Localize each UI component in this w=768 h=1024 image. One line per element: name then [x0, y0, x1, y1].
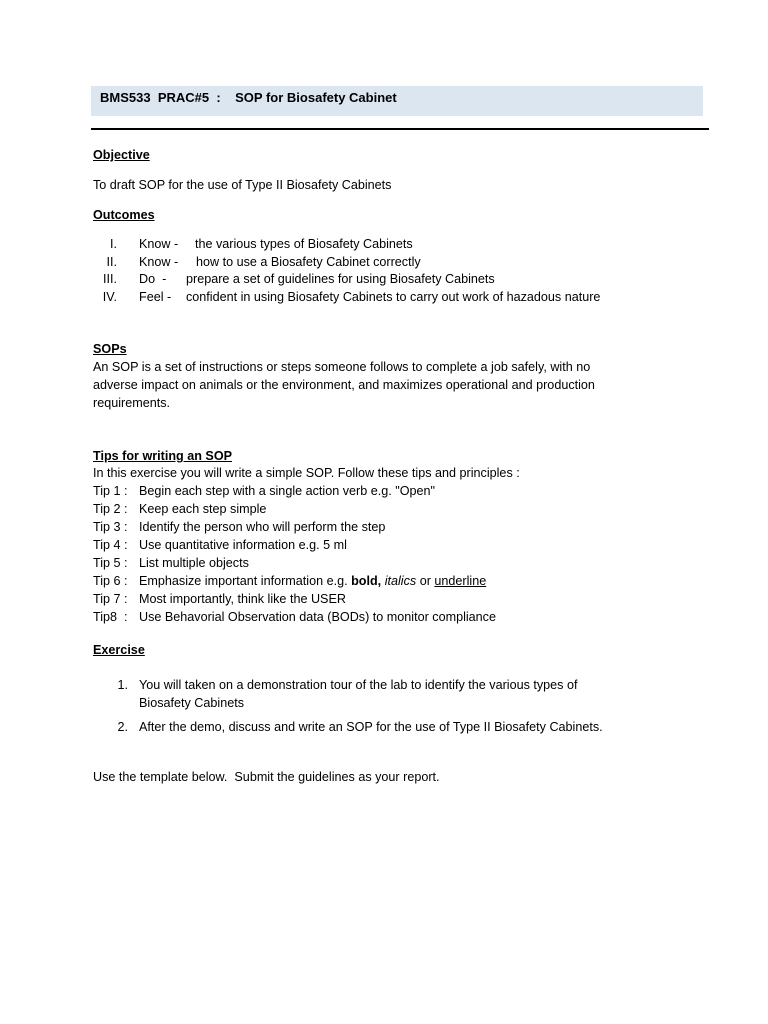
tip-item: [93, 590, 673, 608]
title-separator: :: [216, 90, 221, 105]
tip-text: List multiple objects: [139, 556, 249, 570]
outcome-number: IV.: [102, 290, 117, 304]
tip-text: Begin each step with a single action verb e.g. "Open": [139, 484, 435, 498]
tip-item: [93, 554, 673, 572]
tip-item: [93, 608, 673, 626]
outcome-verb: Do -: [139, 272, 167, 286]
outcome-text: prepare a set of guidelines for using Biosafety Cabinets: [186, 272, 495, 286]
tip-item: [93, 500, 673, 518]
sops-line: An SOP is a set of instructions or steps someone follows to complete a job safely, with no: [93, 360, 591, 374]
exercise-text-line: After the demo, discuss and write an SOP for the use of Type II Biosafety Cabinets.: [139, 720, 603, 734]
outcome-verb: Feel -: [139, 290, 172, 304]
italic-example: italics: [384, 574, 417, 588]
tips-heading: Tips for writing an SOP: [93, 449, 233, 463]
tip-text: Use quantitative information e.g. 5 ml: [139, 538, 347, 552]
or-word: or: [419, 574, 431, 588]
title-divider: [91, 128, 709, 130]
tip-label: Tip 3 :: [93, 520, 128, 534]
outcomes-heading: Outcomes: [93, 208, 155, 222]
prac-number: PRAC#5: [157, 90, 210, 105]
objective-text: To draft SOP for the use of Type II Biosafety Cabinets: [93, 178, 392, 192]
tip-item: [93, 482, 673, 500]
prac-name: SOP for Biosafety Cabinet: [235, 90, 397, 105]
tip-text: Keep each step simple: [139, 502, 267, 516]
tip-item: [93, 518, 673, 536]
tip-label: Tip 6 :: [93, 574, 128, 588]
title-bar: [91, 86, 703, 116]
tip-text: Use Behavorial Observation data (BODs) to monitor compliance: [139, 610, 496, 624]
footer-instruction: Use the template below. Submit the guidelines as your report.: [93, 770, 440, 784]
tip-text: Identify the person who will perform the step: [139, 520, 386, 534]
course-code: BMS533: [100, 90, 151, 105]
outcome-number: I.: [110, 237, 117, 251]
outcome-verb: Know -: [139, 237, 179, 251]
tip-item: [93, 536, 673, 554]
document-title: [100, 89, 397, 107]
objective-heading: Objective: [93, 148, 150, 162]
sops-heading: SOPs: [93, 342, 127, 356]
exercise-text-line: You will taken on a demonstration tour of the lab to identify the various types of: [139, 678, 578, 692]
underline-example: underline: [434, 574, 487, 588]
sops-line: requirements.: [93, 396, 170, 410]
exercise-text-line: Biosafety Cabinets: [139, 696, 245, 710]
sops-paragraph: [93, 358, 673, 412]
outcome-number: III.: [103, 272, 117, 286]
outcome-text: confident in using Biosafety Cabinets to carry out work of hazadous nature: [186, 290, 601, 304]
tips-list: [93, 464, 673, 626]
exercise-heading: Exercise: [93, 643, 145, 657]
tip-label: Tip 7 :: [93, 592, 128, 606]
tip-label: Tip 1 :: [93, 484, 128, 498]
tip-label: Tip 4 :: [93, 538, 128, 552]
outcome-number: II.: [106, 255, 117, 269]
outcome-text: how to use a Biosafety Cabinet correctly: [196, 255, 421, 269]
tip-item-emphasis: [93, 572, 673, 590]
tip-label: Tip8 :: [93, 610, 128, 624]
tip-text: Emphasize important information e.g.: [139, 574, 348, 588]
bold-example: bold,: [351, 574, 382, 588]
tip-label: Tip 5 :: [93, 556, 128, 570]
sops-line: adverse impact on animals or the environment, and maximizes operational and production: [93, 378, 595, 392]
tips-intro: In this exercise you will write a simple SOP. Follow these tips and principles :: [93, 466, 520, 480]
outcome-verb: Know -: [139, 255, 179, 269]
tip-label: Tip 2 :: [93, 502, 128, 516]
outcome-text: the various types of Biosafety Cabinets: [195, 237, 413, 251]
tip-text: Most importantly, think like the USER: [139, 592, 346, 606]
exercise-number: 1.: [117, 678, 128, 692]
exercise-number: 2.: [117, 720, 128, 734]
